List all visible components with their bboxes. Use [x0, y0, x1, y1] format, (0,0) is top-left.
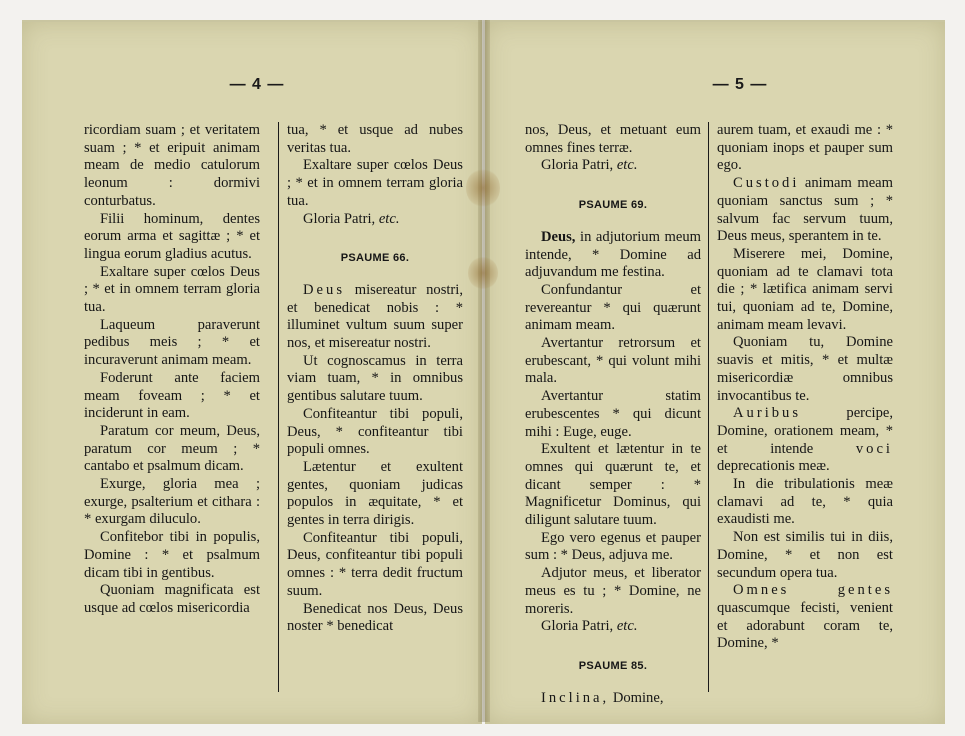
verse: Miserere mei, Domine, quoniam ad te clamavi tota die ; * lætifica animam servi tui, quoniam ad te, Domine, animam meam levavi. [717, 245, 893, 333]
verse: ricordiam suam ; et veritatem suam ; * et eripuit animam meam de medio catulorum leonum : dormivi conturbatus. [84, 122, 260, 209]
spaced-word: Omnes gentes [733, 582, 893, 599]
verse-rest: quascumque fecisti, venient et adorabunt coram te, Domine, * [717, 599, 893, 652]
etc-text: etc. [378, 210, 400, 227]
spaced-word: voci [855, 440, 893, 457]
verse: Confitebor tibi in populis, Domine : * et psalmum dicam tibi in gentibus. [84, 529, 260, 581]
psalm-first-rest: in adjutorium meum intende, * Domine ad adjuvandum me festina. [525, 228, 701, 281]
gloria-text: Gloria Patri, [541, 157, 614, 174]
verse: aurem tuam, et exaudi me : * quoniam inops et pauper sum ego. [717, 122, 893, 174]
verse [717, 582, 893, 653]
verse: Paratum cor meum, Deus, paratum cor meum ; * cantabo et psalmum dicam. [84, 422, 260, 475]
gloria-text: Gloria Patri, [303, 210, 376, 227]
spaced-word: Custodi [733, 175, 800, 192]
verse: Non est similis tui in diis, Domine, * et non est secundum opera tua. [717, 529, 893, 581]
verse: tua, * et usque ad nubes veritas tua. [287, 122, 463, 156]
column-divider [278, 122, 279, 692]
column-divider [708, 122, 709, 692]
gloria-text: Gloria Patri, [541, 618, 614, 635]
psalm-heading: PSAUME 69. [578, 199, 648, 212]
verse [287, 282, 463, 353]
etc-text: etc. [616, 618, 638, 635]
left-column-2 [287, 122, 463, 636]
stain-mark [468, 256, 498, 290]
verse [717, 405, 893, 476]
psalm-heading: PSAUME 66. [340, 252, 410, 265]
verse: Quoniam tu, Domine suavis et mitis, * et multæ misericordiæ omnibus invocantibus te. [717, 334, 893, 404]
verse: Confiteantur tibi populi, Deus, * confiteantur tibi populi omnes. [287, 405, 463, 458]
verse: Confiteantur tibi populi, Deus, confiteantur tibi populi omnes : * terra dedit fructum suum. [287, 529, 463, 599]
verse: Filii hominum, dentes eorum arma et sagittæ ; * et lingua eorum gladius acutus. [84, 210, 260, 262]
verse-rest: deprecationis meæ. [717, 458, 830, 475]
verse [525, 690, 701, 708]
psalm-first-word: Inclina, [541, 689, 610, 706]
verse [717, 175, 893, 246]
verse: Adjutor meus, et liberator meus es tu ; * Domine, ne moreris. [525, 565, 701, 617]
verse: Exaltare super cœlos Deus ; * et in omnem terram gloria tua. [287, 157, 463, 209]
gloria-patri [525, 157, 701, 175]
left-page [22, 20, 482, 724]
page-number-left: — 4 — [229, 76, 285, 93]
spaced-word: Auribus [733, 405, 802, 422]
etc-text: etc. [616, 157, 638, 174]
psalm-first-word: Deus, [541, 228, 576, 245]
right-column-1 [525, 122, 701, 707]
verse: Avertantur retrorsum et erubescant, * qui volunt mihi mala. [525, 335, 701, 387]
right-column-2 [717, 122, 893, 653]
verse-rest: animam meam quoniam sanctus sum ; * salvum fac servum tuum, Deus meus, sperantem in te. [717, 175, 893, 245]
verse: Confundantur et revereantur * qui quærunt animam meam. [525, 281, 701, 334]
verse [525, 229, 701, 282]
verse: Avertantur statim erubescentes * qui dicunt mihi : Euge, euge. [525, 388, 701, 440]
book-gutter [478, 20, 490, 722]
left-column-1 [84, 122, 260, 618]
verse: Lætentur et exultent gentes, quoniam judicas populos in æquitate, * et gentes in terra dirigis. [287, 458, 463, 529]
psalm-first-word: Deus [303, 281, 345, 298]
stain-mark [466, 168, 500, 208]
gloria-patri [525, 618, 701, 636]
verse: Foderunt ante faciem meam foveam ; * et inciderunt in eam. [84, 369, 260, 422]
verse: Benedicat nos Deus, Deus noster * benedicat [287, 600, 463, 635]
verse: nos, Deus, et metuant eum omnes fines terræ. [525, 122, 701, 156]
verse: Laqueum paraverunt pedibus meis ; * et incuraverunt animam meam. [84, 316, 260, 369]
verse: Exurge, gloria mea ; exurge, psalterium et cithara : * exurgam diluculo. [84, 476, 260, 528]
verse: Exultent et lætentur in te omnes qui quærunt te, et dicant semper : * Magnificetur Dominus, qui diligunt salutare tuum. [525, 441, 701, 529]
verse-rest: percipe, Domine, orationem meam, * et intende [717, 405, 893, 457]
right-page [485, 20, 945, 724]
verse: Quoniam magnificata est usque ad cœlos misericordia [84, 582, 260, 616]
verse: Ego vero egenus et pauper sum : * Deus, adjuva me. [525, 529, 701, 564]
gloria-patri [287, 211, 463, 229]
psalm-heading: PSAUME 85. [578, 659, 648, 672]
verse: Exaltare super cœlos Deus ; * et in omnem terram gloria tua. [84, 263, 260, 316]
page-number-right: — 5 — [712, 76, 768, 93]
psalm-first-rest: Domine, [609, 689, 664, 706]
verse: Ut cognoscamus in terra viam tuam, * in omnibus gentibus salutare tuum. [287, 352, 463, 405]
verse: In die tribulationis meæ clamavi ad te, * quia exaudisti me. [717, 476, 893, 528]
psalm-first-rest: misereatur nostri, et benedicat nobis : * illuminet vultum suum super nos, et misereatur nostri. [287, 281, 463, 352]
